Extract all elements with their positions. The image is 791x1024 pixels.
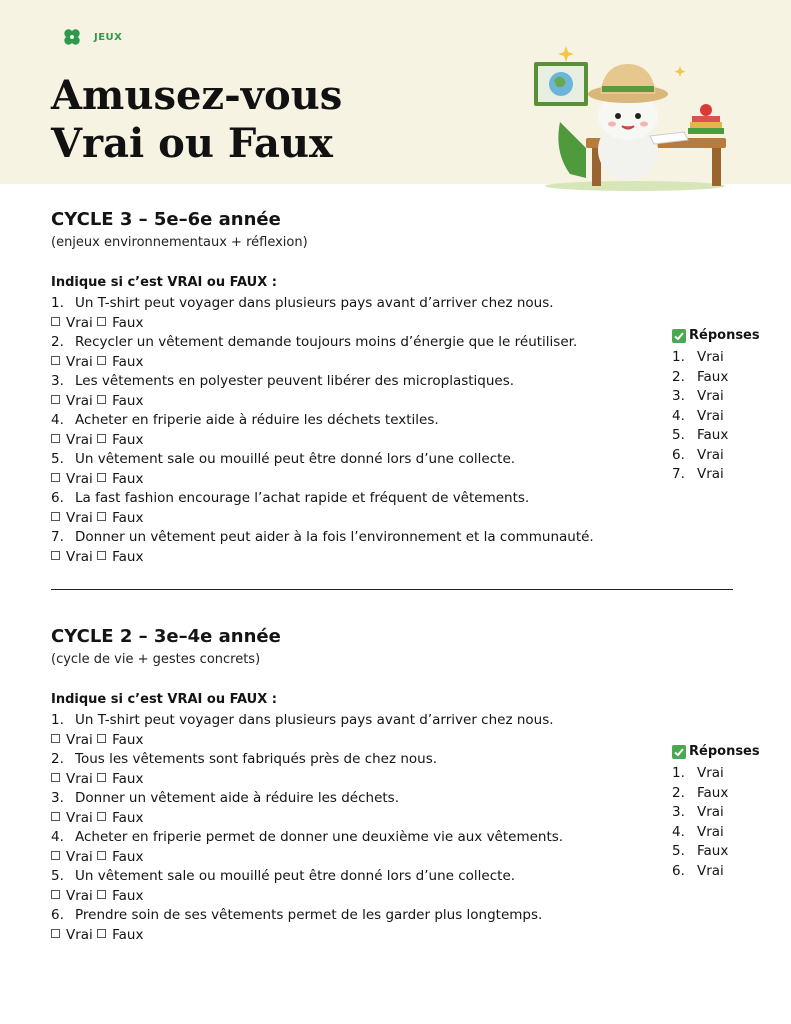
answer-number: 5. xyxy=(672,427,685,443)
question-item xyxy=(51,528,741,567)
faux-label: Faux xyxy=(112,353,144,370)
answer-value: Faux xyxy=(697,368,729,385)
answer-value: Vrai xyxy=(697,388,724,404)
cycle2-answer-list xyxy=(672,764,782,881)
answer-item xyxy=(672,426,782,446)
answer-number: 1. xyxy=(672,349,685,365)
question-item xyxy=(51,489,741,528)
vrai-label: Vrai xyxy=(66,509,93,526)
question-item xyxy=(51,867,741,906)
question-text: Acheter en friperie permet de donner une deuxième vie aux vêtements. xyxy=(75,829,564,845)
faux-checkbox[interactable] xyxy=(97,734,106,743)
answer-item xyxy=(672,823,782,843)
question-text: Un T-shirt peut voyager dans plusieurs pays avant d’arriver chez nous. xyxy=(75,295,554,311)
faux-label: Faux xyxy=(112,731,144,748)
answer-value: Vrai xyxy=(697,349,724,365)
vrai-label: Vrai xyxy=(66,548,93,565)
faux-label: Faux xyxy=(112,392,144,409)
faux-checkbox[interactable] xyxy=(97,551,106,560)
question-number: 4. xyxy=(51,829,64,845)
answers-title: Réponses xyxy=(689,328,760,343)
question-text: Les vêtements en polyester peuvent libérer des microplastiques. xyxy=(75,373,515,389)
cycle2-question-list xyxy=(51,711,741,945)
answer-item xyxy=(672,387,782,407)
faux-checkbox[interactable] xyxy=(97,929,106,938)
answer-number: 4. xyxy=(672,823,685,840)
clover-icon xyxy=(62,27,82,47)
answer-number: 5. xyxy=(672,843,685,859)
answer-value: Faux xyxy=(697,784,729,801)
cycle3-section xyxy=(51,208,741,567)
question-item xyxy=(51,372,741,411)
question-number: 4. xyxy=(51,412,64,428)
cycle2-answers xyxy=(672,743,782,881)
title-line-2: Vrai ou Faux xyxy=(51,120,333,167)
question-number: 5. xyxy=(51,451,64,467)
question-item xyxy=(51,828,741,867)
answers-heading xyxy=(672,327,782,345)
answer-number: 7. xyxy=(672,466,685,482)
mascot-at-desk-illustration xyxy=(530,40,740,192)
faux-checkbox[interactable] xyxy=(97,395,106,404)
question-number: 2. xyxy=(51,751,64,767)
question-number: 7. xyxy=(51,529,64,545)
answer-number: 3. xyxy=(672,388,685,404)
vrai-label: Vrai xyxy=(66,392,93,409)
answer-number: 6. xyxy=(672,862,685,879)
check-mark-icon xyxy=(672,745,686,759)
answer-value: Vrai xyxy=(697,407,724,424)
question-text: Prendre soin de ses vêtements permet de les garder plus longtemps. xyxy=(75,907,543,923)
answer-number: 2. xyxy=(672,368,685,385)
answer-item xyxy=(672,368,782,388)
faux-checkbox[interactable] xyxy=(97,512,106,521)
answer-value: Vrai xyxy=(697,466,724,482)
vrai-label: Vrai xyxy=(66,353,93,370)
question-text: Donner un vêtement peut aider à la fois l’environnement et la communauté. xyxy=(75,529,594,545)
vrai-label: Vrai xyxy=(66,887,93,904)
question-item xyxy=(51,789,741,828)
section-divider xyxy=(51,589,733,590)
cycle3-answers xyxy=(672,327,782,485)
faux-label: Faux xyxy=(112,548,144,565)
answer-number: 1. xyxy=(672,765,685,781)
vrai-checkbox[interactable] xyxy=(51,317,60,326)
faux-label: Faux xyxy=(112,470,144,487)
title-line-1: Amusez-vous xyxy=(51,72,343,119)
question-number: 3. xyxy=(51,373,64,389)
vrai-checkbox[interactable] xyxy=(51,473,60,482)
answer-number: 6. xyxy=(672,446,685,463)
vrai-label: Vrai xyxy=(66,770,93,787)
vrai-checkbox[interactable] xyxy=(51,734,60,743)
faux-checkbox[interactable] xyxy=(97,890,106,899)
answer-item xyxy=(672,764,782,784)
vrai-label: Vrai xyxy=(66,809,93,826)
header-banner xyxy=(0,0,791,184)
answer-item xyxy=(672,465,782,485)
vrai-checkbox[interactable] xyxy=(51,434,60,443)
vrai-checkbox[interactable] xyxy=(51,773,60,782)
question-item xyxy=(51,294,741,333)
faux-checkbox[interactable] xyxy=(97,434,106,443)
vrai-checkbox[interactable] xyxy=(51,356,60,365)
vrai-label: Vrai xyxy=(66,731,93,748)
vrai-label: Vrai xyxy=(66,848,93,865)
answer-number: 4. xyxy=(672,407,685,424)
answer-value: Vrai xyxy=(697,862,724,879)
question-item xyxy=(51,411,741,450)
answers-heading xyxy=(672,743,782,761)
question-number: 6. xyxy=(51,490,64,506)
answer-item xyxy=(672,862,782,882)
faux-label: Faux xyxy=(112,431,144,448)
question-number: 3. xyxy=(51,790,64,806)
faux-label: Faux xyxy=(112,926,144,943)
faux-label: Faux xyxy=(112,314,144,331)
vrai-checkbox[interactable] xyxy=(51,812,60,821)
cycle2-section xyxy=(51,625,741,945)
question-text: Donner un vêtement aide à réduire les déchets. xyxy=(75,790,400,806)
faux-label: Faux xyxy=(112,809,144,826)
vrai-label: Vrai xyxy=(66,926,93,943)
page-title xyxy=(51,72,342,168)
answer-value: Vrai xyxy=(697,765,724,781)
question-text: Un vêtement sale ou mouillé peut être donné lors d’une collecte. xyxy=(75,868,516,884)
cycle3-answer-list xyxy=(672,348,782,485)
question-item xyxy=(51,750,741,789)
vrai-label: Vrai xyxy=(66,314,93,331)
answers-title: Réponses xyxy=(689,744,760,759)
answer-value: Vrai xyxy=(697,823,724,840)
question-item xyxy=(51,450,741,489)
answer-value: Faux xyxy=(697,843,729,859)
vrai-checkbox[interactable] xyxy=(51,512,60,521)
faux-checkbox[interactable] xyxy=(97,473,106,482)
cycle3-question-list xyxy=(51,294,741,567)
faux-checkbox[interactable] xyxy=(97,812,106,821)
faux-label: Faux xyxy=(112,509,144,526)
faux-checkbox[interactable] xyxy=(97,851,106,860)
brand xyxy=(62,27,122,47)
cycle2-title: CYCLE 2 – 3e–4e année xyxy=(51,626,281,647)
cycle2-instruction: Indique si c’est VRAI ou FAUX : xyxy=(51,692,277,707)
question-text: Un vêtement sale ou mouillé peut être donné lors d’une collecte. xyxy=(75,451,516,467)
cycle3-title: CYCLE 3 – 5e–6e année xyxy=(51,209,281,230)
answer-item xyxy=(672,348,782,368)
answer-item xyxy=(672,446,782,466)
answer-item xyxy=(672,784,782,804)
question-text: Acheter en friperie aide à réduire les déchets textiles. xyxy=(75,412,439,428)
vrai-checkbox[interactable] xyxy=(51,890,60,899)
answer-value: Vrai xyxy=(697,804,724,820)
question-item xyxy=(51,906,741,945)
question-number: 1. xyxy=(51,295,64,311)
cycle3-subtitle: (enjeux environnementaux + réflexion) xyxy=(51,235,308,250)
faux-checkbox[interactable] xyxy=(97,773,106,782)
question-item xyxy=(51,711,741,750)
answer-number: 3. xyxy=(672,804,685,820)
faux-label: Faux xyxy=(112,848,144,865)
question-number: 5. xyxy=(51,868,64,884)
answer-item xyxy=(672,842,782,862)
answer-item xyxy=(672,803,782,823)
answer-value: Faux xyxy=(697,427,729,443)
answer-item xyxy=(672,407,782,427)
vrai-label: Vrai xyxy=(66,431,93,448)
brand-label: JEUX xyxy=(94,31,123,43)
cycle3-instruction: Indique si c’est VRAI ou FAUX : xyxy=(51,275,277,290)
check-mark-icon xyxy=(672,329,686,343)
question-text: La fast fashion encourage l’achat rapide et fréquent de vêtements. xyxy=(75,490,530,506)
faux-label: Faux xyxy=(112,887,144,904)
faux-checkbox[interactable] xyxy=(97,356,106,365)
vrai-label: Vrai xyxy=(66,470,93,487)
vrai-checkbox[interactable] xyxy=(51,851,60,860)
question-text: Recycler un vêtement demande toujours moins d’énergie que le réutiliser. xyxy=(75,334,578,350)
answer-number: 2. xyxy=(672,784,685,801)
vrai-checkbox[interactable] xyxy=(51,395,60,404)
question-item xyxy=(51,333,741,372)
question-number: 1. xyxy=(51,712,64,728)
vrai-checkbox[interactable] xyxy=(51,551,60,560)
question-number: 6. xyxy=(51,907,64,923)
faux-label: Faux xyxy=(112,770,144,787)
question-number: 2. xyxy=(51,334,64,350)
question-text: Tous les vêtements sont fabriqués près de chez nous. xyxy=(75,751,438,767)
cycle2-subtitle: (cycle de vie + gestes concrets) xyxy=(51,652,261,667)
faux-checkbox[interactable] xyxy=(97,317,106,326)
answer-value: Vrai xyxy=(697,446,724,463)
vrai-checkbox[interactable] xyxy=(51,929,60,938)
question-text: Un T-shirt peut voyager dans plusieurs pays avant d’arriver chez nous. xyxy=(75,712,554,728)
